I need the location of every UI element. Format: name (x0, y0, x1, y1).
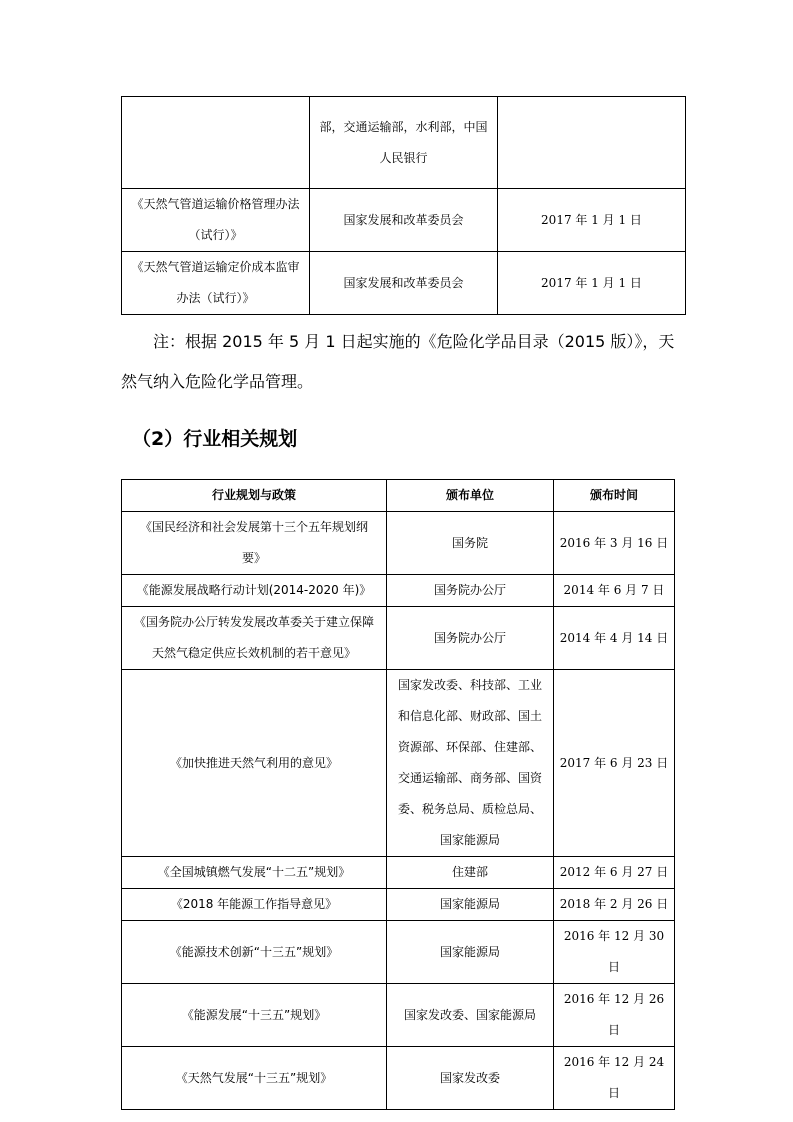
section-heading: （2）行业相关规划 (132, 428, 298, 450)
policy-name-cell (122, 857, 387, 889)
policy-name-line: 《天然气管道运输价格管理办法 (131, 197, 300, 211)
date-cell: 2014 年 4 月 14 日 (554, 607, 675, 670)
date-cell: 2016 年 12 月 26 日 (554, 984, 675, 1047)
policy-name-cell (122, 1047, 387, 1110)
issuer-line: 国务院办公厅 (433, 630, 506, 645)
policy-name-line: 《全国城镇燃气发展“十二五”规划》 (157, 865, 351, 879)
issuer-line: 国家能源局 (439, 833, 500, 847)
policy-name-line: （试行）》 (188, 228, 243, 242)
policy-name-line: 《能源技术创新“十三五”规划》 (169, 944, 339, 959)
header-issuer: 颁布单位 (387, 480, 554, 512)
issuer-cell (387, 889, 554, 921)
policy-name-cell (122, 984, 387, 1047)
policy-name-line: 《加快推进天然气利用的意见》 (169, 755, 338, 770)
policy-name-cell (122, 512, 387, 575)
table-row (122, 857, 675, 889)
date-cell: 2012 年 6 月 27 日 (554, 857, 675, 889)
date-cell: 2018 年 2 月 26 日 (554, 889, 675, 921)
table1-body (122, 97, 686, 315)
policy-name-line: 天然气稳定供应长效机制的若干意见》 (151, 646, 356, 660)
table-row (122, 97, 686, 189)
policy-name-line: 《天然气发展“十三五”规划》 (175, 1070, 333, 1085)
policy-name-cell (122, 921, 387, 984)
policy-name-cell (122, 575, 387, 607)
issuer-line: 交通运输部、商务部、国资 (397, 771, 542, 785)
issuer-cell (310, 97, 498, 189)
issuer-cell (310, 189, 498, 252)
policy-name-line: 《能源发展“十三五”规划》 (181, 1007, 327, 1022)
regulation-table-continued (121, 96, 686, 315)
table-row (122, 252, 686, 315)
issuer-cell (387, 857, 554, 889)
date-cell: 2017 年 1 月 1 日 (498, 252, 686, 315)
issuer-line: 国家能源局 (439, 944, 500, 959)
industry-plans-table (121, 479, 675, 1110)
issuer-line: 部，交通运输部，水利部，中国 (319, 119, 488, 134)
issuer-line: 国家发展和改革委员会 (343, 212, 464, 227)
table-row (122, 670, 675, 857)
issuer-line: 国务院 (451, 535, 488, 550)
table-row (122, 189, 686, 252)
date-cell: 2017 年 6 月 23 日 (554, 670, 675, 857)
issuer-cell (387, 984, 554, 1047)
header-date: 颁布时间 (554, 480, 675, 512)
issuer-cell (387, 1047, 554, 1110)
date-cell: 2014 年 6 月 7 日 (554, 575, 675, 607)
table-row (122, 984, 675, 1047)
policy-name-line: 《国务院办公厅转发发展改革委关于建立保障 (133, 615, 374, 629)
table2-body (122, 512, 675, 1110)
policy-name-line: 《国民经济和社会发展第十三个五年规划纲 (139, 520, 368, 534)
issuer-cell (387, 575, 554, 607)
table-header-row (122, 480, 675, 512)
issuer-cell (387, 670, 554, 857)
header-policy: 行业规划与政策 (122, 480, 387, 512)
issuer-line: 人民银行 (379, 150, 428, 165)
policy-name-line: 《2018 年能源工作指导意见》 (170, 897, 338, 911)
table-row (122, 1047, 675, 1110)
policy-name-cell (122, 97, 310, 189)
date-cell: 2016 年 12 月 24 日 (554, 1047, 675, 1110)
table-row (122, 607, 675, 670)
issuer-line: 国家能源局 (439, 897, 500, 911)
policy-name-cell (122, 607, 387, 670)
issuer-line: 住建部 (451, 865, 488, 879)
date-cell: 2017 年 1 月 1 日 (498, 189, 686, 252)
policy-name-cell (122, 889, 387, 921)
issuer-line: 国家发改委、科技部、工业 (397, 678, 542, 692)
issuer-cell (387, 512, 554, 575)
table-row (122, 512, 675, 575)
policy-name-line: 办法（试行）》 (176, 291, 255, 305)
policy-name-line: 《天然气管道运输定价成本监审 (131, 260, 300, 274)
issuer-cell (310, 252, 498, 315)
issuer-line: 国家发改委 (439, 1070, 500, 1085)
table-row (122, 575, 675, 607)
issuer-line: 资源部、环保部、住建部、 (397, 740, 542, 754)
policy-name-line: 《能源发展战略行动计划(2014-2020 年)》 (136, 583, 372, 597)
issuer-cell (387, 607, 554, 670)
date-cell: 2016 年 3 月 16 日 (554, 512, 675, 575)
policy-name-line: 要》 (241, 551, 266, 565)
date-cell (498, 97, 686, 189)
issuer-line: 委、税务总局、质检总局、 (397, 802, 542, 816)
policy-name-cell (122, 670, 387, 857)
issuer-line: 和信息化部、财政部、国土 (397, 709, 542, 723)
issuer-line: 国家发展和改革委员会 (343, 275, 464, 290)
issuer-cell (387, 921, 554, 984)
issuer-line: 国务院办公厅 (433, 583, 506, 597)
note-paragraph: 注：根据 2015 年 5 月 1 日起实施的《危险化学品目录（2015 版）》，天然气纳入危险化学品管理。 (121, 332, 675, 391)
table-row (122, 921, 675, 984)
table-row (122, 889, 675, 921)
date-cell: 2016 年 12 月 30 日 (554, 921, 675, 984)
policy-name-cell (122, 189, 310, 252)
issuer-line: 国家发改委、国家能源局 (403, 1007, 536, 1022)
policy-name-cell (122, 252, 310, 315)
